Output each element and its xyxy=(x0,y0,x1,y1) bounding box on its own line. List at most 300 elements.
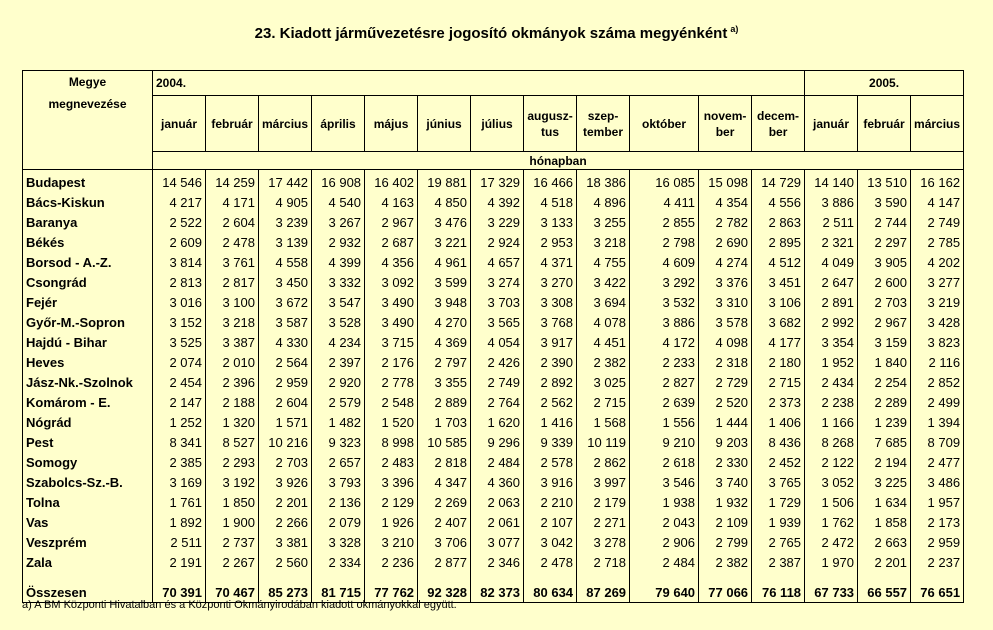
table-cell: 4 274 xyxy=(699,252,752,272)
table-cell: 2 967 xyxy=(365,212,418,232)
table-cell: 2 782 xyxy=(699,212,752,232)
table-cell: 3 354 xyxy=(805,332,858,352)
table-body xyxy=(23,170,964,603)
table-cell: 1 416 xyxy=(524,412,577,432)
table-cell: 1 938 xyxy=(630,492,699,512)
table-cell: 1 520 xyxy=(365,412,418,432)
table-cell: 14 259 xyxy=(206,170,259,193)
table-cell: 3 092 xyxy=(365,272,418,292)
table-cell: 2 749 xyxy=(471,372,524,392)
table-cell: 2 397 xyxy=(312,352,365,372)
month-header xyxy=(206,96,259,152)
table-cell: 2 385 xyxy=(153,452,206,472)
table-cell: 2 959 xyxy=(911,532,964,552)
table-cell: 2 173 xyxy=(911,512,964,532)
table-cell: 1 840 xyxy=(858,352,911,372)
total-cell: 70 391 xyxy=(153,572,206,603)
table-cell: 2 718 xyxy=(577,552,630,572)
table-cell: 3 706 xyxy=(418,532,471,552)
table-cell: 1 166 xyxy=(805,412,858,432)
table-cell: 2 109 xyxy=(699,512,752,532)
table-cell: 3 587 xyxy=(259,312,312,332)
table-cell: 3 546 xyxy=(630,472,699,492)
table-cell: 4 234 xyxy=(312,332,365,352)
month-label: február xyxy=(211,116,253,131)
table-cell: 2 892 xyxy=(524,372,577,392)
table-cell: 4 411 xyxy=(630,192,699,212)
table-cell: 8 709 xyxy=(911,432,964,452)
table-cell: 3 152 xyxy=(153,312,206,332)
table-cell: 9 203 xyxy=(699,432,752,452)
month-label: február xyxy=(863,116,905,131)
month-header xyxy=(577,96,630,152)
table-cell: 16 466 xyxy=(524,170,577,193)
table-cell: 2 289 xyxy=(858,392,911,412)
county-header-line-1: Megye xyxy=(68,75,107,89)
table-row xyxy=(23,292,964,312)
table-cell: 3 139 xyxy=(259,232,312,252)
county-name: Jász-Nk.-Szolnok xyxy=(23,372,153,392)
table-cell: 3 239 xyxy=(259,212,312,232)
table-cell: 2 657 xyxy=(312,452,365,472)
total-cell: 77 066 xyxy=(699,572,752,603)
county-name: Vas xyxy=(23,512,153,532)
table-cell: 2 318 xyxy=(699,352,752,372)
table-cell: 2 511 xyxy=(153,532,206,552)
table-cell: 2 609 xyxy=(153,232,206,252)
county-name: Zala xyxy=(23,552,153,572)
table-cell: 4 356 xyxy=(365,252,418,272)
table-cell: 4 518 xyxy=(524,192,577,212)
table-cell: 2 269 xyxy=(418,492,471,512)
table-cell: 1 892 xyxy=(153,512,206,532)
table-cell: 3 270 xyxy=(524,272,577,292)
table-cell: 2 863 xyxy=(752,212,805,232)
table-cell: 2 390 xyxy=(524,352,577,372)
table-cell: 1 620 xyxy=(471,412,524,432)
table-cell: 3 886 xyxy=(805,192,858,212)
county-name: Budapest xyxy=(23,170,153,193)
table-cell: 4 512 xyxy=(752,252,805,272)
table-cell: 4 347 xyxy=(418,472,471,492)
table-cell: 9 323 xyxy=(312,432,365,452)
table-cell: 1 703 xyxy=(418,412,471,432)
table-cell: 2 799 xyxy=(699,532,752,552)
table-cell: 3 328 xyxy=(312,532,365,552)
month-label: május xyxy=(373,116,409,131)
month-label: tember xyxy=(583,124,624,139)
table-cell: 2 271 xyxy=(577,512,630,532)
table-cell: 2 797 xyxy=(418,352,471,372)
table-cell: 3 886 xyxy=(630,312,699,332)
table-row xyxy=(23,252,964,272)
table-row xyxy=(23,492,964,512)
table-cell: 4 360 xyxy=(471,472,524,492)
table-cell: 3 274 xyxy=(471,272,524,292)
county-name: Heves xyxy=(23,352,153,372)
table-cell: 2 744 xyxy=(858,212,911,232)
month-label: április xyxy=(320,116,356,131)
table-row xyxy=(23,532,964,552)
table-cell: 2 924 xyxy=(471,232,524,252)
title-text: 23. Kiadott járművezetésre jogosító okmányok száma megyénként xyxy=(254,25,728,42)
table-cell: 3 532 xyxy=(630,292,699,312)
table-cell: 1 850 xyxy=(206,492,259,512)
table-row xyxy=(23,512,964,532)
table-cell: 3 376 xyxy=(699,272,752,292)
table-cell: 3 672 xyxy=(259,292,312,312)
table-cell: 4 217 xyxy=(153,192,206,212)
table-cell: 2 483 xyxy=(365,452,418,472)
county-name: Pest xyxy=(23,432,153,452)
table-cell: 3 450 xyxy=(259,272,312,292)
table-cell: 2 520 xyxy=(699,392,752,412)
table-cell: 3 814 xyxy=(153,252,206,272)
table-cell: 4 163 xyxy=(365,192,418,212)
table-cell: 17 442 xyxy=(259,170,312,193)
table-cell: 2 604 xyxy=(206,212,259,232)
county-name: Bács-Kiskun xyxy=(23,192,153,212)
month-label: január xyxy=(160,116,197,131)
table-row xyxy=(23,332,964,352)
county-name: Győr-M.-Sopron xyxy=(23,312,153,332)
table-cell: 2 932 xyxy=(312,232,365,252)
table-cell: 3 490 xyxy=(365,292,418,312)
table-cell: 2 478 xyxy=(524,552,577,572)
county-header-line-2: megnevezése xyxy=(48,97,127,111)
month-header xyxy=(259,96,312,152)
table-cell: 2 953 xyxy=(524,232,577,252)
table-cell: 3 218 xyxy=(577,232,630,252)
table-cell: 16 908 xyxy=(312,170,365,193)
total-label: Összesen xyxy=(23,572,153,603)
table-cell: 3 277 xyxy=(911,272,964,292)
table-cell: 2 063 xyxy=(471,492,524,512)
table-cell: 2 321 xyxy=(805,232,858,252)
statistics-table xyxy=(22,70,964,603)
table-cell: 2 891 xyxy=(805,292,858,312)
table-cell: 2 373 xyxy=(752,392,805,412)
table-cell: 2 061 xyxy=(471,512,524,532)
table-cell: 1 556 xyxy=(630,412,699,432)
month-label: március xyxy=(914,116,961,131)
county-name: Tolna xyxy=(23,492,153,512)
table-cell: 3 547 xyxy=(312,292,365,312)
table-cell: 1 394 xyxy=(911,412,964,432)
table-cell: 3 590 xyxy=(858,192,911,212)
table-cell: 8 527 xyxy=(206,432,259,452)
table-cell: 2 703 xyxy=(858,292,911,312)
table-cell: 3 310 xyxy=(699,292,752,312)
table-cell: 2 690 xyxy=(699,232,752,252)
county-name: Szabolcs-Sz.-B. xyxy=(23,472,153,492)
table-cell: 14 140 xyxy=(805,170,858,193)
table-cell: 2 737 xyxy=(206,532,259,552)
table-cell: 1 568 xyxy=(577,412,630,432)
table-cell: 2 179 xyxy=(577,492,630,512)
table-cell: 3 682 xyxy=(752,312,805,332)
table-row xyxy=(23,392,964,412)
table-cell: 3 694 xyxy=(577,292,630,312)
month-label: július xyxy=(481,116,513,131)
table-cell: 1 761 xyxy=(153,492,206,512)
table-title xyxy=(0,24,993,42)
table-cell: 2 233 xyxy=(630,352,699,372)
table-cell: 1 939 xyxy=(752,512,805,532)
table-cell: 1 932 xyxy=(699,492,752,512)
table-cell: 3 278 xyxy=(577,532,630,552)
table-cell: 3 016 xyxy=(153,292,206,312)
table-cell: 2 116 xyxy=(911,352,964,372)
table-header xyxy=(23,71,964,170)
table-cell: 14 546 xyxy=(153,170,206,193)
month-header xyxy=(911,96,964,152)
table-cell: 7 685 xyxy=(858,432,911,452)
table-cell: 3 486 xyxy=(911,472,964,492)
table-cell: 2 749 xyxy=(911,212,964,232)
table-cell: 9 210 xyxy=(630,432,699,452)
table-cell: 1 957 xyxy=(911,492,964,512)
table-cell: 2 817 xyxy=(206,272,259,292)
table-cell: 2 043 xyxy=(630,512,699,532)
table-cell: 3 221 xyxy=(418,232,471,252)
table-cell: 2 992 xyxy=(805,312,858,332)
table-cell: 2 237 xyxy=(911,552,964,572)
table-cell: 3 025 xyxy=(577,372,630,392)
table-cell: 3 100 xyxy=(206,292,259,312)
table-cell: 2 266 xyxy=(259,512,312,532)
table-cell: 3 381 xyxy=(259,532,312,552)
table-cell: 3 308 xyxy=(524,292,577,312)
table-cell: 1 506 xyxy=(805,492,858,512)
table-cell: 2 639 xyxy=(630,392,699,412)
table-cell: 8 341 xyxy=(153,432,206,452)
table-cell: 4 202 xyxy=(911,252,964,272)
table-cell: 2 785 xyxy=(911,232,964,252)
table-cell: 1 634 xyxy=(858,492,911,512)
table-cell: 4 451 xyxy=(577,332,630,352)
month-label: augusz- xyxy=(527,108,573,123)
table-cell: 2 136 xyxy=(312,492,365,512)
table-cell: 18 386 xyxy=(577,170,630,193)
table-cell: 4 961 xyxy=(418,252,471,272)
table-cell: 2 579 xyxy=(312,392,365,412)
table-cell: 4 905 xyxy=(259,192,312,212)
table-cell: 2 396 xyxy=(206,372,259,392)
table-cell: 2 382 xyxy=(577,352,630,372)
table-row xyxy=(23,452,964,472)
table-cell: 4 392 xyxy=(471,192,524,212)
table-cell: 2 687 xyxy=(365,232,418,252)
table-cell: 8 268 xyxy=(805,432,858,452)
table-cell: 2 548 xyxy=(365,392,418,412)
table-cell: 3 133 xyxy=(524,212,577,232)
table-cell: 1 926 xyxy=(365,512,418,532)
table-cell: 2 434 xyxy=(805,372,858,392)
table-cell: 3 565 xyxy=(471,312,524,332)
table-cell: 2 715 xyxy=(577,392,630,412)
table-cell: 2 382 xyxy=(699,552,752,572)
table-cell: 2 407 xyxy=(418,512,471,532)
table-cell: 2 293 xyxy=(206,452,259,472)
table-cell: 2 346 xyxy=(471,552,524,572)
table-cell: 2 703 xyxy=(259,452,312,472)
table-cell: 2 600 xyxy=(858,272,911,292)
table-cell: 1 406 xyxy=(752,412,805,432)
total-row xyxy=(23,572,964,603)
table-cell: 2 562 xyxy=(524,392,577,412)
county-name: Fejér xyxy=(23,292,153,312)
table-cell: 3 225 xyxy=(858,472,911,492)
month-label: ber xyxy=(715,124,735,139)
table-cell: 2 176 xyxy=(365,352,418,372)
table-cell: 2 852 xyxy=(911,372,964,392)
table-cell: 2 715 xyxy=(752,372,805,392)
table-cell: 3 740 xyxy=(699,472,752,492)
table-cell: 4 078 xyxy=(577,312,630,332)
table-cell: 4 354 xyxy=(699,192,752,212)
table-cell: 2 877 xyxy=(418,552,471,572)
table-cell: 3 451 xyxy=(752,272,805,292)
table-cell: 2 920 xyxy=(312,372,365,392)
month-header xyxy=(630,96,699,152)
month-header xyxy=(752,96,805,152)
table-row xyxy=(23,432,964,452)
table-cell: 4 850 xyxy=(418,192,471,212)
table-row xyxy=(23,212,964,232)
table-row xyxy=(23,372,964,392)
table-cell: 2 147 xyxy=(153,392,206,412)
table-cell: 2 862 xyxy=(577,452,630,472)
table-cell: 4 049 xyxy=(805,252,858,272)
table-cell: 8 998 xyxy=(365,432,418,452)
table-cell: 4 540 xyxy=(312,192,365,212)
month-header xyxy=(524,96,577,152)
table-cell: 2 967 xyxy=(858,312,911,332)
table-cell: 3 396 xyxy=(365,472,418,492)
month-header xyxy=(365,96,418,152)
total-cell: 80 634 xyxy=(524,572,577,603)
county-name: Hajdú - Bihar xyxy=(23,332,153,352)
table-row xyxy=(23,472,964,492)
table-cell: 3 761 xyxy=(206,252,259,272)
total-cell: 79 640 xyxy=(630,572,699,603)
table-cell: 2 129 xyxy=(365,492,418,512)
table-cell: 2 889 xyxy=(418,392,471,412)
table-cell: 2 194 xyxy=(858,452,911,472)
table-row xyxy=(23,272,964,292)
table-cell: 10 119 xyxy=(577,432,630,452)
table-cell: 4 371 xyxy=(524,252,577,272)
month-label: decem- xyxy=(757,108,800,123)
table-cell: 4 171 xyxy=(206,192,259,212)
table-cell: 2 499 xyxy=(911,392,964,412)
table-cell: 2 818 xyxy=(418,452,471,472)
table-cell: 10 216 xyxy=(259,432,312,452)
table-cell: 2 477 xyxy=(911,452,964,472)
table-cell: 2 454 xyxy=(153,372,206,392)
table-cell: 3 267 xyxy=(312,212,365,232)
table-cell: 3 578 xyxy=(699,312,752,332)
county-name: Baranya xyxy=(23,212,153,232)
table-cell: 2 618 xyxy=(630,452,699,472)
table-cell: 3 948 xyxy=(418,292,471,312)
table-cell: 2 478 xyxy=(206,232,259,252)
table-cell: 4 399 xyxy=(312,252,365,272)
table-cell: 3 218 xyxy=(206,312,259,332)
table-cell: 2 330 xyxy=(699,452,752,472)
table-cell: 2 560 xyxy=(259,552,312,572)
table-cell: 4 556 xyxy=(752,192,805,212)
total-cell: 92 328 xyxy=(418,572,471,603)
table-cell: 2 107 xyxy=(524,512,577,532)
county-name: Csongrád xyxy=(23,272,153,292)
table-cell: 2 578 xyxy=(524,452,577,472)
table-cell: 2 201 xyxy=(259,492,312,512)
table-cell: 1 858 xyxy=(858,512,911,532)
table-row xyxy=(23,192,964,212)
table-cell: 3 428 xyxy=(911,312,964,332)
month-label: június xyxy=(426,116,462,131)
table-cell: 3 169 xyxy=(153,472,206,492)
county-header xyxy=(23,71,153,170)
table-cell: 3 332 xyxy=(312,272,365,292)
total-cell: 67 733 xyxy=(805,572,858,603)
county-name: Komárom - E. xyxy=(23,392,153,412)
county-name: Nógrád xyxy=(23,412,153,432)
month-label: szep- xyxy=(587,108,619,123)
table-cell: 3 765 xyxy=(752,472,805,492)
table-cell: 2 074 xyxy=(153,352,206,372)
table-cell: 3 926 xyxy=(259,472,312,492)
table-cell: 3 192 xyxy=(206,472,259,492)
month-label: október xyxy=(642,116,687,131)
table-cell: 2 765 xyxy=(752,532,805,552)
table-cell: 2 188 xyxy=(206,392,259,412)
table-cell: 2 334 xyxy=(312,552,365,572)
table-cell: 2 813 xyxy=(153,272,206,292)
table-cell: 4 147 xyxy=(911,192,964,212)
table-cell: 3 229 xyxy=(471,212,524,232)
table-cell: 9 339 xyxy=(524,432,577,452)
table-cell: 2 827 xyxy=(630,372,699,392)
table-cell: 1 729 xyxy=(752,492,805,512)
table-cell: 16 162 xyxy=(911,170,964,193)
table-cell: 4 177 xyxy=(752,332,805,352)
total-cell: 76 651 xyxy=(911,572,964,603)
month-header-row xyxy=(23,96,964,152)
table-cell: 3 052 xyxy=(805,472,858,492)
table-cell: 3 823 xyxy=(911,332,964,352)
county-name: Békés xyxy=(23,232,153,252)
table-cell: 4 054 xyxy=(471,332,524,352)
table-cell: 2 604 xyxy=(259,392,312,412)
table-cell: 4 330 xyxy=(259,332,312,352)
table-cell: 2 079 xyxy=(312,512,365,532)
table-cell: 3 042 xyxy=(524,532,577,552)
table-cell: 3 490 xyxy=(365,312,418,332)
table-cell: 4 657 xyxy=(471,252,524,272)
table-row xyxy=(23,232,964,252)
table-cell: 3 703 xyxy=(471,292,524,312)
table-cell: 4 755 xyxy=(577,252,630,272)
month-header xyxy=(312,96,365,152)
table-cell: 2 663 xyxy=(858,532,911,552)
table-cell: 3 255 xyxy=(577,212,630,232)
table-cell: 4 896 xyxy=(577,192,630,212)
county-name: Borsod - A.-Z. xyxy=(23,252,153,272)
unit-header: hónapban xyxy=(153,152,964,170)
